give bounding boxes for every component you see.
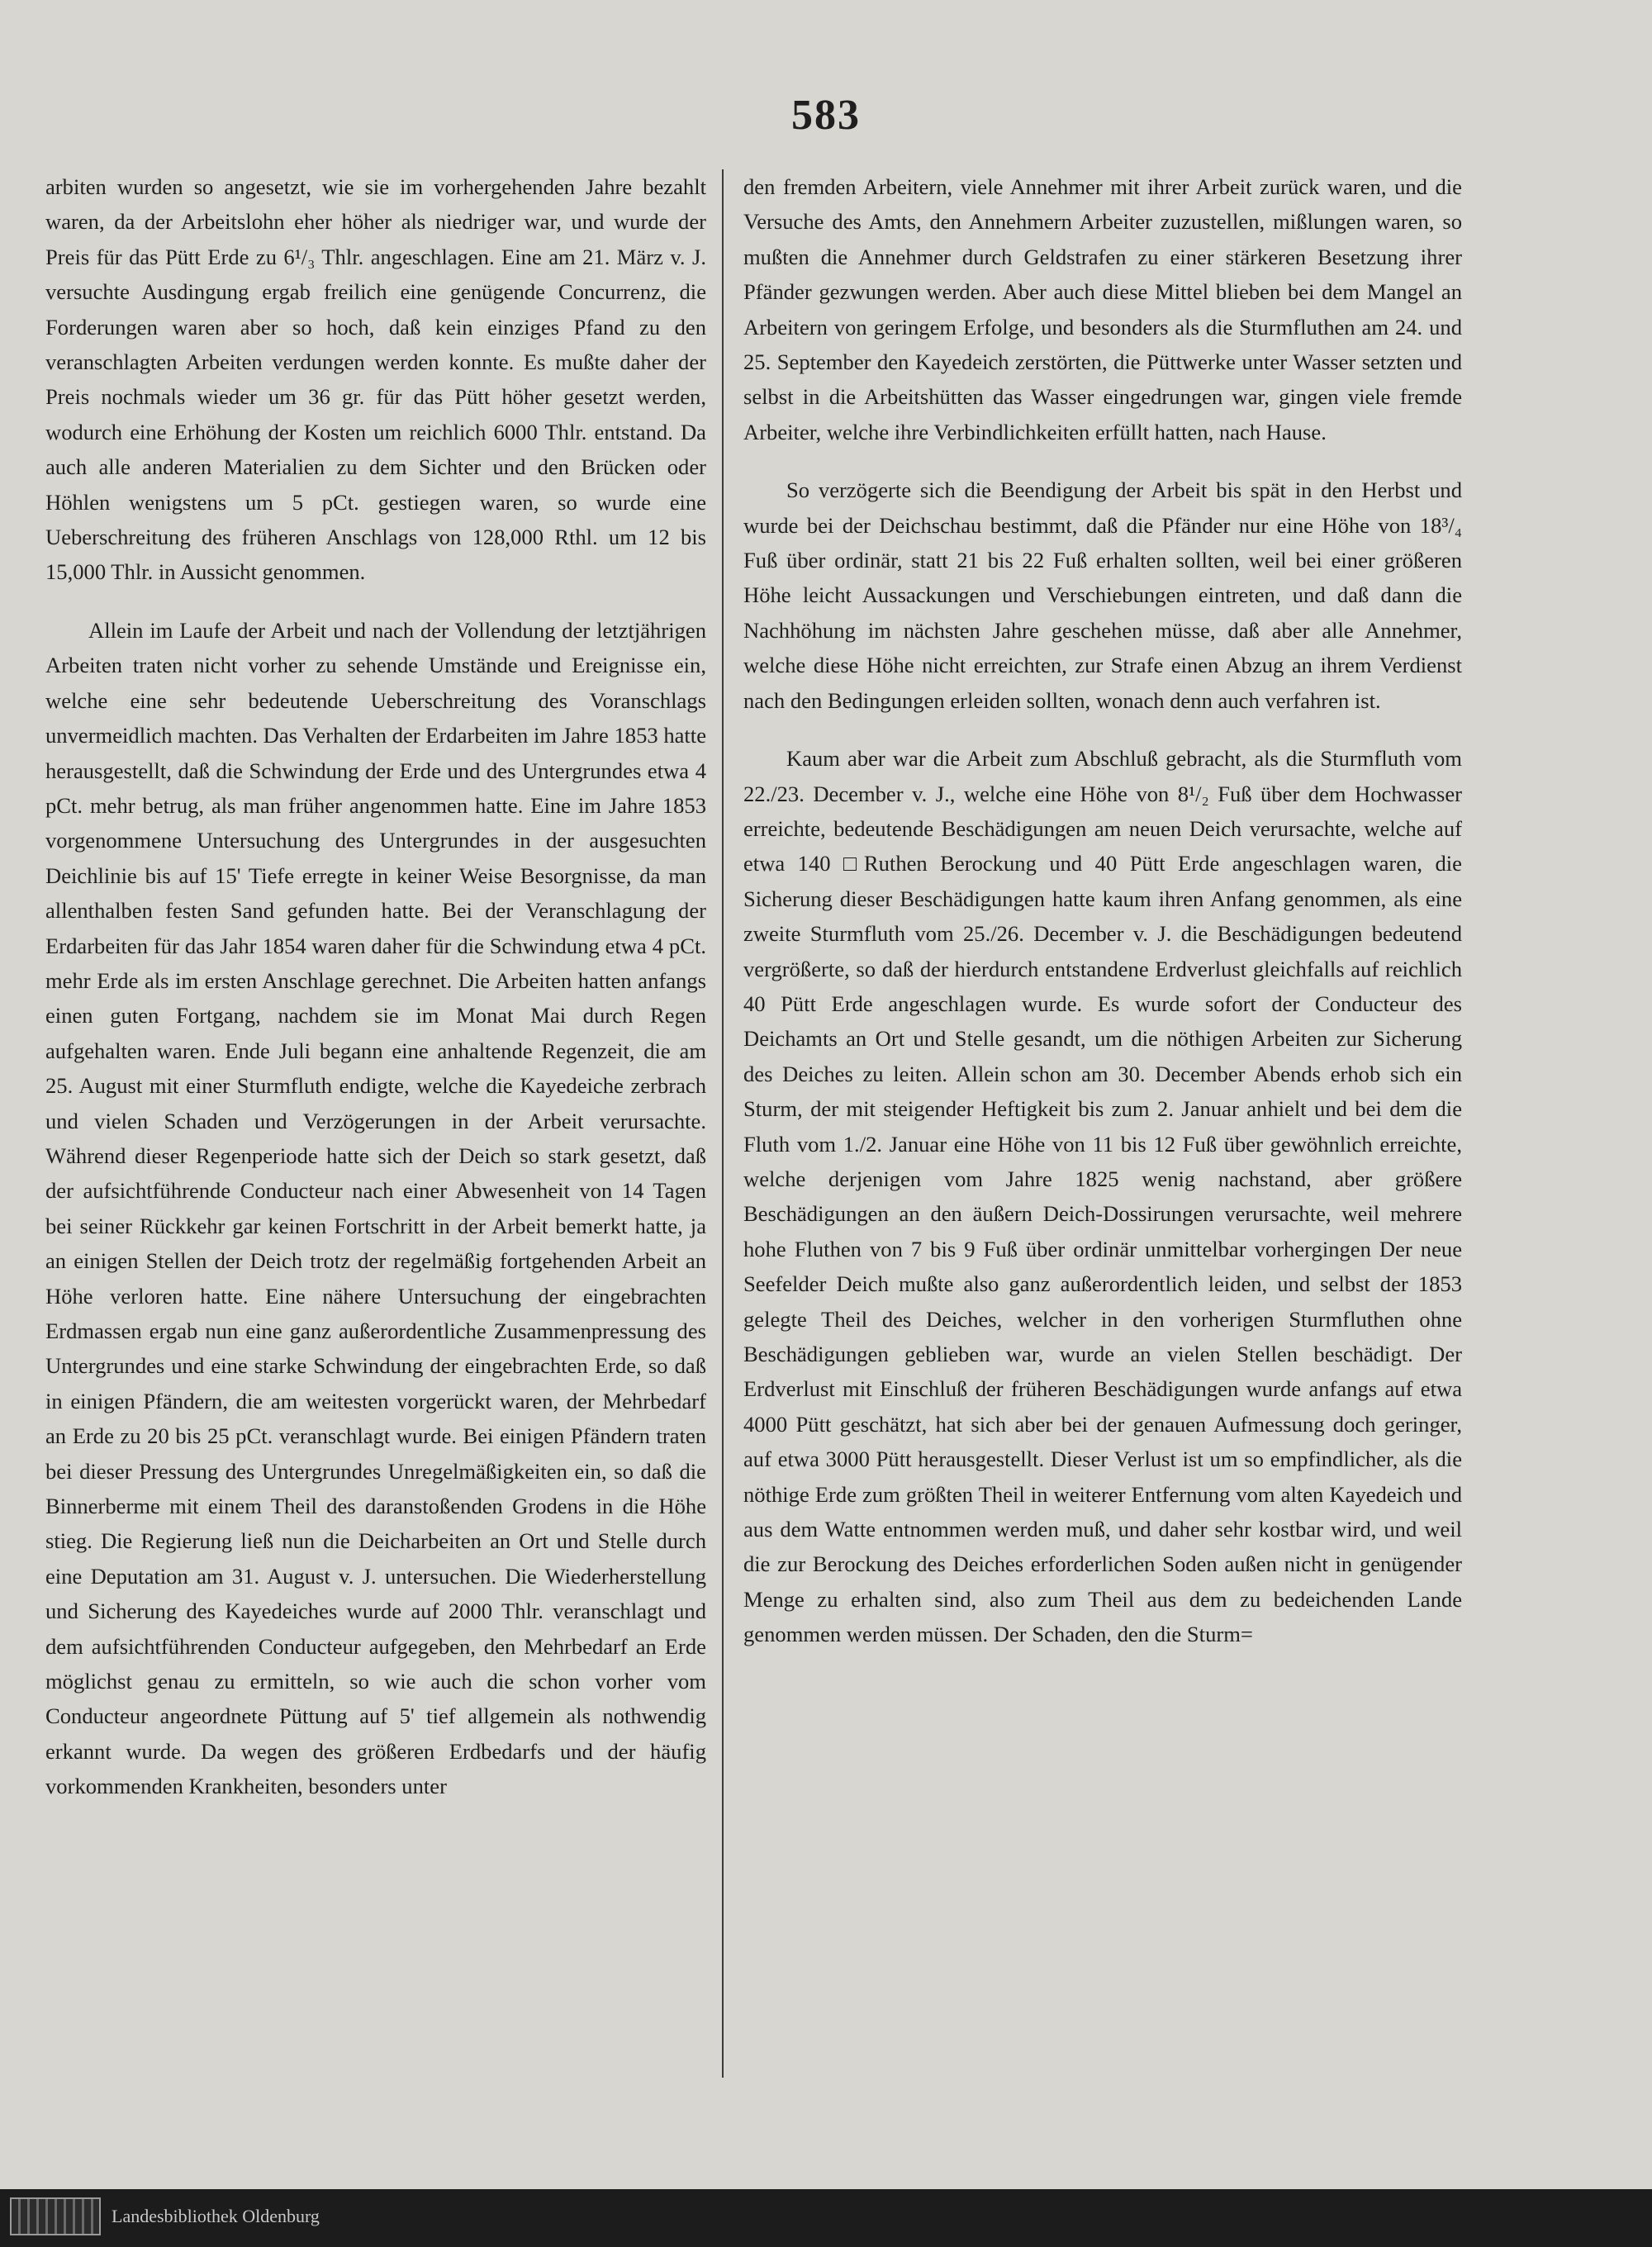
paragraph: arbiten wurden so angesetzt, wie sie im vorhergehenden Jahre bezahlt waren, da der Arbeitslohn eher höher als niedriger war, und wurde der Preis für das Pütt Erde zu 6¹/₃ Thlr. angeschlagen. Eine am 21. März v. J. versuchte Ausdingung ergab freilich eine genügende Concurrenz, die Forderungen waren aber so hoch, daß kein einziges Pfand zu den veranschlagten Arbeiten verdungen werden konnte. Es mußte daher der Preis nochmals wieder um 36 gr. für das Pütt höher gesetzt werden, wodurch eine Erhöhung der Kosten um reichlich 6000 Thlr. entstand. Da auch alle anderen Materialien zu dem Sichter und den Brücken oder Höhlen wenigstens um 5 pCt. gestiegen waren, so wurde eine Ueberschreitung des früheren Anschlags von 128,000 Rthl. um 12 bis 15,000 Thlr. in Aussicht genommen. — [45, 174, 706, 585]
right-text-column — [743, 169, 1462, 1652]
library-footer-bar — [0, 2189, 1652, 2247]
library-name: Landesbibliothek Oldenburg — [112, 2206, 320, 2226]
paragraph: Kaum aber war die Arbeit zum Abschluß gebracht, als die Sturmfluth vom 22./23. December v. J., welche eine Höhe von 8¹/₂ Fuß über dem Hochwasser erreichte, bedeutende Beschädigungen am neuen Deich verursachte, welche auf etwa 140 □Ruthen Berockung und 40 Pütt Erde angeschlagen waren, die Sicherung dieser Beschädigungen hatte kaum ihren Anfang genommen, als eine zweite Sturmfluth vom 25./26. December v. J. die Beschädigungen bedeutend vergrößerte, so daß der hierdurch entstandene Erdverlust gleichfalls auf reichlich 40 Pütt Erde angeschlagen wurde. Es wurde sofort der Conducteur des Deichamts an Ort und Stelle gesandt, um die nöthigen Arbeiten zur Sicherung des Deiches zu leiten. Allein schon am 30. December Abends erhob sich ein Sturm, der mit steigender Heftigkeit bis zum 2. Januar anhielt und bei dem die Fluth vom 1./2. Januar eine Höhe von 11 bis 12 Fuß über gewöhnlich erreichte, welche derjenigen vom Jahre 1825 wenig nachstand, aber größere Beschädigungen an den äußern Deich-Dossirungen verursachte, weil mehrere hohe Fluthen von 7 bis 9 Fuß über ordinär unmittelbar vorhergingen Der neue Seefelder Deich mußte also ganz außerordentlich leiden, und selbst der 1853 gelegte Theil des Deiches, welcher in den vorherigen Sturmfluthen ohne Beschädigungen geblieben war, wurde an vielen Stellen beschädigt. Der Erdverlust mit Einschluß der früheren Beschädigungen wurde anfangs auf etwa 4000 Pütt geschätzt, hat sich aber bei der genauen Aufmessung doch geringer, auf etwa 3000 Pütt herausgestellt. Dieser Verlust ist um so empfindlicher, als die nöthige Erde zum größten Theil in weiterer Entfernung vom alten Kayedeich und aus dem Watte entnommen werden muß, und daher sehr kostbar wird, und weil die zur Berockung des Deiches erforderlichen Soden außen nicht in genügender Menge zu erhalten sind, also zum Theil aus dem zu bedeichenden Lande genommen werden müssen. Der Schaden, den die Sturm= — [743, 746, 1462, 1647]
paragraph: Allein im Laufe der Arbeit und nach der Vollendung der letztjährigen Arbeiten traten nicht vorher zu sehende Umstände und Ereignisse ein, welche eine sehr bedeutende Ueberschreitung des Voranschlags unvermeidlich machten. Das Verhalten der Erdarbeiten im Jahre 1853 hatte herausgestellt, daß die Schwindung der Erde und des Untergrundes etwa 4 pCt. mehr betrug, als man früher angenommen hatte. Eine im Jahre 1853 vorgenommene Untersuchung des Untergrundes in der ausgesuchten Deichlinie bis auf 15' Tiefe erregte in keiner Weise Besorgnisse, da man allenthalben festen Sand gefunden hatte. Bei der Veranschlagung der Erdarbeiten für das Jahr 1854 waren daher für die Schwindung etwa 4 pCt. mehr Erde als im ersten Anschlage gerechnet. Die Arbeiten hatten anfangs einen guten Fortgang, nachdem sie im Monat Mai durch Regen aufgehalten waren. Ende Juli begann eine anhaltende Regenzeit, die am 25. August mit einer Sturmfluth endigte, welche die Kayedeiche zerbrach und vielen Schaden und Verzögerungen in der Arbeit verursachte. Während dieser Regenperiode hatte sich der Deich so stark gesetzt, daß der aufsichtführende Conducteur nach einer Abwesenheit von 14 Tagen bei seiner Rückkehr gar keinen Fortschritt in der Arbeit bemerkt hatte, ja an einigen Stellen der Deich trotz der regelmäßig fortgehenden Arbeit an Höhe verloren hatte. Eine nähere Untersuchung der eingebrachten Erdmassen ergab nun eine ganz außerordentliche Zusammenpressung des Untergrundes und eine starke Schwindung der eingebrachten Erde, so daß in einigen Pfändern, die am weitesten vorgerückt waren, der Mehrbedarf an Erde zu 20 bis 25 pCt. veranschlagt wurde. Bei einigen Pfändern traten bei dieser Pressung des Untergrundes Unregelmäßigkeiten ein, so daß die Binnerberme mit einem Theil des daranstoßenden Grodens in die Höhe stieg. Die Regierung ließ nun die Deicharbeiten an Ort und Stelle durch eine Deputation am 31. August v. J. untersuchen. Die Wiederherstellung und Sicherung des Kayedeiches wurde auf 2000 Thlr. veranschlagt und dem aufsichtführenden Conducteur aufgegeben, den Mehrbedarf an Erde möglichst genau zu ermitteln, so wie auch die schon vorher vom Conducteur angeordnete Püttung auf 5' tief allgemein als nothwendig erkannt wurde. Da wegen des größeren Erdbedarfs und der häufig vorkommenden Krankheiten, besonders unter — [45, 617, 706, 1799]
column-divider — [722, 169, 724, 2078]
paragraph: den fremden Arbeitern, viele Annehmer mit ihrer Arbeit zurück waren, und die Versuche des Amts, den Annehmern Arbeiter zuzustellen, mißlungen waren, so mußten die Annehmer durch Geldstrafen zu einer stärkeren Besetzung ihrer Pfänder gezwungen werden. Aber auch diese Mittel blieben bei dem Mangel an Arbeitern von geringem Erfolge, und besonders als die Sturmfluthen am 24. und 25. September den Kayedeich zerstörten, die Püttwerke unter Wasser setzten und selbst in die Arbeitshütten das Wasser eingedrungen war, gingen viele fremde Arbeiter, welche ihre Verbindlichkeiten erfüllt hatten, nach Hause. — [743, 174, 1462, 444]
left-text-column — [45, 169, 706, 1804]
paragraph: So verzögerte sich die Beendigung der Arbeit bis spät in den Herbst und wurde bei der Deichschau bestimmt, daß die Pfänder nur eine Höhe von 18³/₄ Fuß über ordinär, statt 21 bis 22 Fuß erhalten sollten, weil bei einer größeren Höhe leicht Aussackungen und Verschiebungen eintreten, und daß dann die Nachhöhung im nächsten Jahre geschehen müsse, daß aber alle Annehmer, welche diese Höhe nicht erreichten, zur Strafe einen Abzug an ihrem Verdienst nach den Bedingungen erleiden sollten, wonach denn auch verfahren ist. — [743, 477, 1462, 713]
library-building-icon — [10, 2197, 101, 2235]
page-number: 583 — [791, 92, 861, 139]
